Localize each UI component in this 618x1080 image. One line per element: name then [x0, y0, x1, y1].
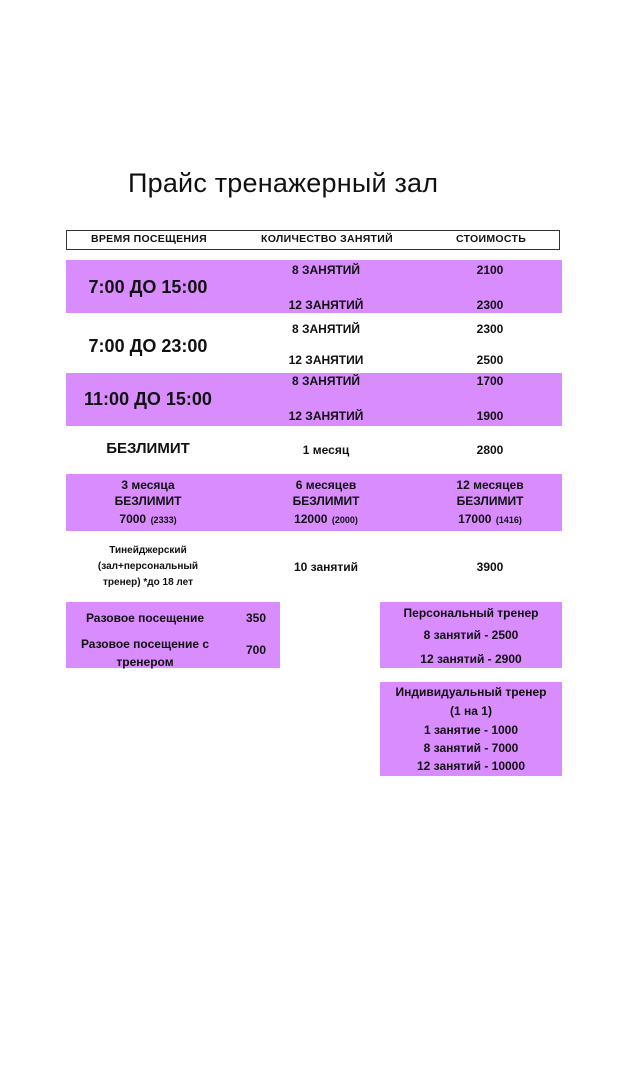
plan-12-months	[422, 478, 558, 528]
row-time: 7:00 ДО 23:00	[88, 336, 208, 356]
single-trainer-line-1: Разовое посещение с	[80, 637, 210, 651]
unlimited-label: БЕЗЛИМИТ	[106, 440, 190, 457]
plan-label: БЕЗЛИМИТ	[114, 494, 182, 508]
individual-trainer-box	[380, 682, 562, 776]
row-count-2: 12 ЗАНЯТИИ	[288, 353, 364, 367]
header-time: ВРЕМЯ ПОСЕЩЕНИЯ	[91, 233, 207, 245]
row-count-2: 12 ЗАНЯТИЙ	[288, 298, 364, 312]
teen-line-2: (зал+персональный	[97, 561, 199, 572]
table-header	[66, 230, 560, 250]
personal-line-2: 12 занятий - 2900	[420, 652, 522, 666]
individual-line-2: 8 занятий - 7000	[423, 741, 519, 755]
page-title: Прайс тренажерный зал	[128, 168, 439, 198]
price-row-1	[66, 260, 562, 313]
teen-price: 3900	[476, 560, 504, 574]
row-time: 7:00 ДО 15:00	[88, 277, 208, 297]
individual-line-3: 12 занятий - 10000	[416, 759, 526, 773]
single-visit-price: 350	[245, 611, 267, 625]
single-visit-box	[66, 602, 280, 668]
plan-per-month: (2333)	[150, 515, 177, 525]
single-trainer-price: 700	[245, 643, 267, 657]
plan-label: БЕЗЛИМИТ	[292, 494, 360, 508]
row-price-2: 2300	[476, 298, 504, 312]
plan-price: 17000	[458, 512, 492, 526]
row-count-1: 8 ЗАНЯТИЙ	[291, 374, 361, 388]
plan-period: 6 месяцев	[295, 478, 357, 492]
plan-period: 12 месяцев	[456, 478, 524, 492]
plan-period: 3 месяца	[121, 478, 175, 492]
row-time: 11:00 ДО 15:00	[84, 389, 212, 409]
personal-title: Персональный тренер	[403, 606, 539, 620]
plan-per-month: (1416)	[495, 515, 522, 525]
price-row-3	[66, 373, 562, 426]
individual-line-1: 1 занятие - 1000	[423, 723, 519, 737]
teen-line-3: тренер) *до 18 лет	[103, 577, 193, 588]
row-price-1: 2300	[476, 322, 504, 336]
teen-row	[66, 540, 562, 596]
row-price-2: 1900	[476, 409, 504, 423]
single-trainer-line-2: тренером	[116, 655, 174, 669]
individual-title: Индивидуальный тренер	[395, 685, 547, 699]
plan-6-months	[230, 478, 422, 528]
row-price-2: 2500	[476, 353, 504, 367]
plan-label: БЕЗЛИМИТ	[456, 494, 524, 508]
plan-price: 7000	[119, 512, 147, 526]
teen-count: 10 занятий	[293, 560, 359, 574]
plan-3-months	[66, 478, 230, 528]
header-count: КОЛИЧЕСТВО ЗАНЯТИЙ	[261, 233, 393, 245]
unlimited-price: 2800	[476, 443, 504, 457]
unlimited-plans-row	[66, 474, 562, 531]
plan-price: 12000	[294, 512, 328, 526]
row-count-1: 8 ЗАНЯТИЙ	[291, 322, 361, 336]
single-trainer-label	[70, 635, 220, 671]
row-count-2: 12 ЗАНЯТИЙ	[288, 409, 364, 423]
plan-per-month: (2000)	[331, 515, 358, 525]
row-price-1: 2100	[476, 263, 504, 277]
teen-line-1: Тинейджерский	[109, 545, 187, 556]
row-price-1: 1700	[476, 374, 504, 388]
header-price: СТОИМОСТЬ	[455, 233, 527, 245]
personal-trainer-box	[380, 602, 562, 668]
price-row-2	[66, 316, 562, 370]
unlimited-period: 1 месяц	[302, 443, 350, 457]
teen-label	[66, 543, 230, 591]
unlimited-row	[66, 436, 562, 464]
row-count-1: 8 ЗАНЯТИЙ	[291, 263, 361, 277]
personal-line-1: 8 занятий - 2500	[423, 628, 519, 642]
individual-subtitle: (1 на 1)	[450, 704, 492, 718]
single-visit-label: Разовое посещение	[85, 611, 205, 625]
